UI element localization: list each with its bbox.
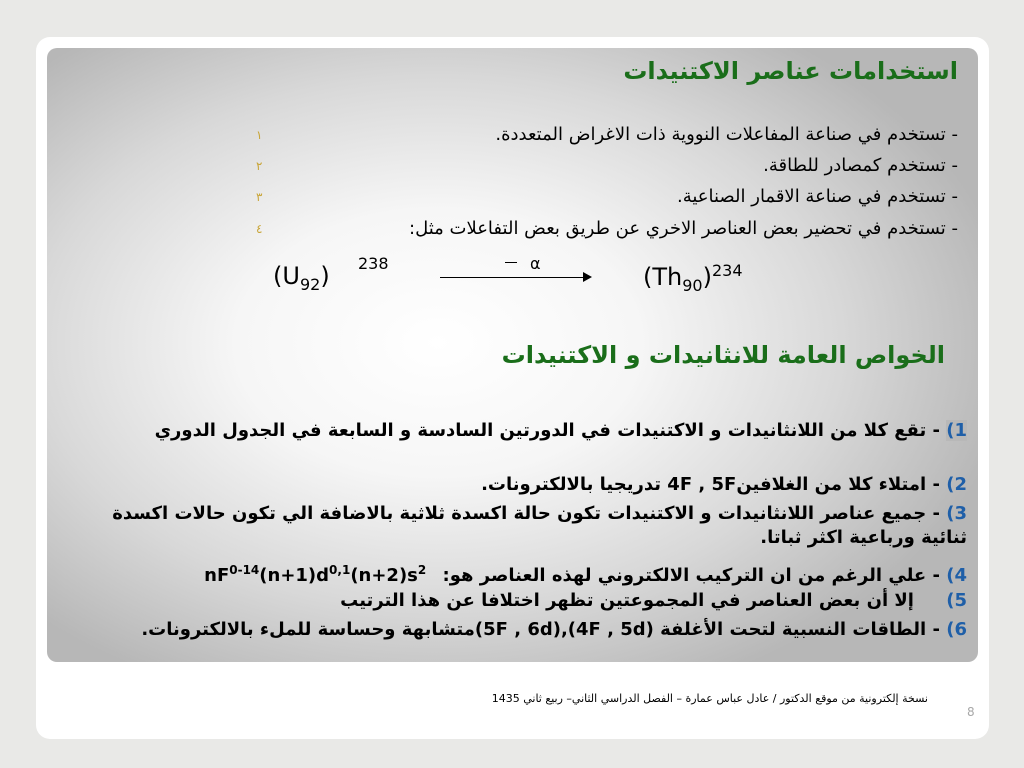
property-number-5: 5) — [946, 590, 967, 611]
properties-title: الخواص العامة للانثانيدات و الاكتنيدات — [501, 341, 945, 369]
uses-item-3: - تستخدم في صناعة الاقمار الصناعية. — [676, 186, 958, 207]
electron-configuration: $nF^{0-14}(n+1)d^{0,1}(n+2)s^2$ — [204, 563, 427, 586]
property-4 — [62, 558, 967, 588]
property-number-4: 4) — [946, 565, 967, 586]
property-text-6: - الطاقات النسبية لتحت الأغلفة (4F , 5d),(5F , 6d)متشابهة وحساسة للملء بالالكترونات. — [141, 619, 940, 640]
property-text-1: - تقع كلا من اللانثانيدات و الاكتنيدات في الدورتين السادسة و السابعة في الجدول الدوري — [154, 420, 940, 441]
product-mass-number: 234 — [711, 261, 743, 280]
reaction-arrow — [440, 277, 586, 278]
alpha-dash — [505, 262, 517, 263]
page-number: 8 — [967, 705, 975, 719]
property-text-2: - امتلاء كلا من الغلافين4F , 5F تدريجيا بالالكترونات. — [481, 474, 940, 495]
alpha-particle: α — [530, 254, 541, 273]
uses-item-1: - تستخدم في صناعة المفاعلات النووية ذات الاغراض المتعددة. — [495, 124, 958, 145]
property-number-1: 1) — [946, 420, 967, 441]
property-text-5: إلا أن بعض العناصر في المجموعتين تظهر اختلافا عن هذا الترتيب — [340, 590, 914, 611]
uses-number-3: ٣ — [256, 190, 263, 204]
reactant-atomic-number: 92 — [299, 274, 321, 294]
reaction-arrow-head — [583, 272, 592, 282]
reactant-nuclide: $(U_{92})$ — [273, 262, 330, 294]
product-atomic-number: 90 — [682, 275, 703, 295]
property-3 — [62, 502, 967, 550]
reactant-mass-number: 238 — [358, 254, 389, 273]
uses-title: استخدامات عناصر الاكتنيدات — [623, 57, 958, 85]
property-text-4: - علي الرغم من ان التركيب الالكتروني لهذه العناصر هو: — [442, 565, 940, 586]
property-2 — [62, 473, 967, 497]
uses-item-4: - تستخدم في تحضير بعض العناصر الاخري عن طريق بعض التفاعلات مثل: — [409, 218, 958, 239]
property-number-6: 6) — [946, 619, 967, 640]
property-5 — [62, 589, 967, 613]
product-nuclide: $(Th_{90})^{234}$ — [643, 261, 743, 295]
reactant-symbol: U — [282, 262, 300, 290]
uses-number-2: ٢ — [256, 159, 263, 173]
slide-footer: نسخة إلكترونية من موقع الدكتور / عادل عباس عمارة – الفصل الدراسي الثاني– ربيع ثاني 1435 — [491, 692, 928, 705]
property-number-2: 2) — [946, 474, 967, 495]
uses-item-2: - تستخدم كمصادر للطاقة. — [763, 155, 958, 176]
uses-number-4: ٤ — [256, 222, 263, 236]
property-6 — [62, 618, 967, 642]
product-symbol: Th — [652, 263, 683, 291]
uses-number-1: ١ — [256, 128, 263, 142]
property-1 — [62, 419, 967, 443]
property-number-3: 3) — [946, 503, 967, 524]
property-text-3: - جميع عناصر اللانثانيدات و الاكتنيدات تكون حالة اكسدة ثلاثية بالاضافة الي تكون حالات اكسدة ثنائية ورباعية اكثر ثباتا. — [112, 503, 967, 548]
